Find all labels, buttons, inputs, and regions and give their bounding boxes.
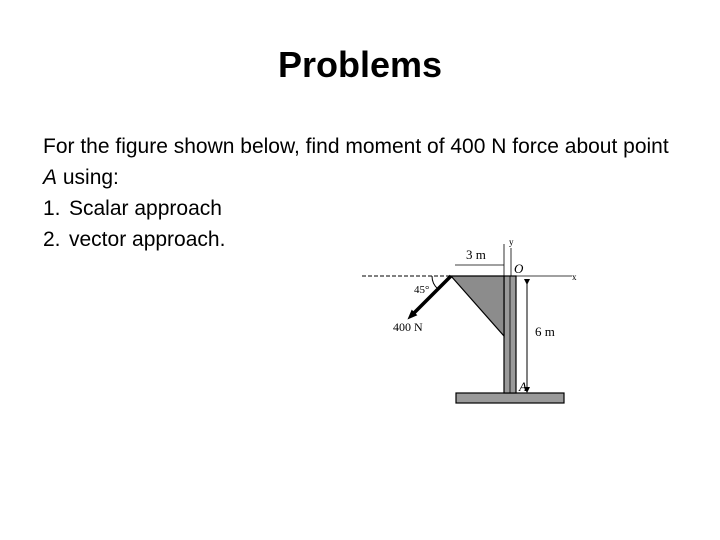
dimension-3m-label: 3 m [466, 247, 486, 262]
axis-y-label: y [509, 237, 514, 247]
slide-title: Problems [277, 44, 443, 85]
angle-label: 45° [414, 284, 430, 296]
force-arrow [411, 276, 451, 316]
intro-point-label: A [43, 166, 58, 189]
ground-base [456, 393, 564, 403]
origin-label: O [514, 261, 524, 276]
list-item-text: vector approach. [69, 228, 226, 251]
triangular-bracket [451, 276, 504, 336]
intro-text-end: using: [57, 166, 119, 189]
angle-arc [432, 276, 438, 289]
list-item-text: Scalar approach [69, 197, 222, 220]
axis-x-label: x [572, 272, 577, 282]
dimension-6m-label: 6 m [535, 324, 555, 339]
force-label: 400 N [393, 320, 423, 334]
list-item-number: 1. [43, 197, 61, 220]
intro-text: For the figure shown below, find moment of 400 N force about point [43, 135, 669, 158]
list-item-number: 2. [43, 228, 61, 251]
point-a-label: A [519, 379, 527, 394]
